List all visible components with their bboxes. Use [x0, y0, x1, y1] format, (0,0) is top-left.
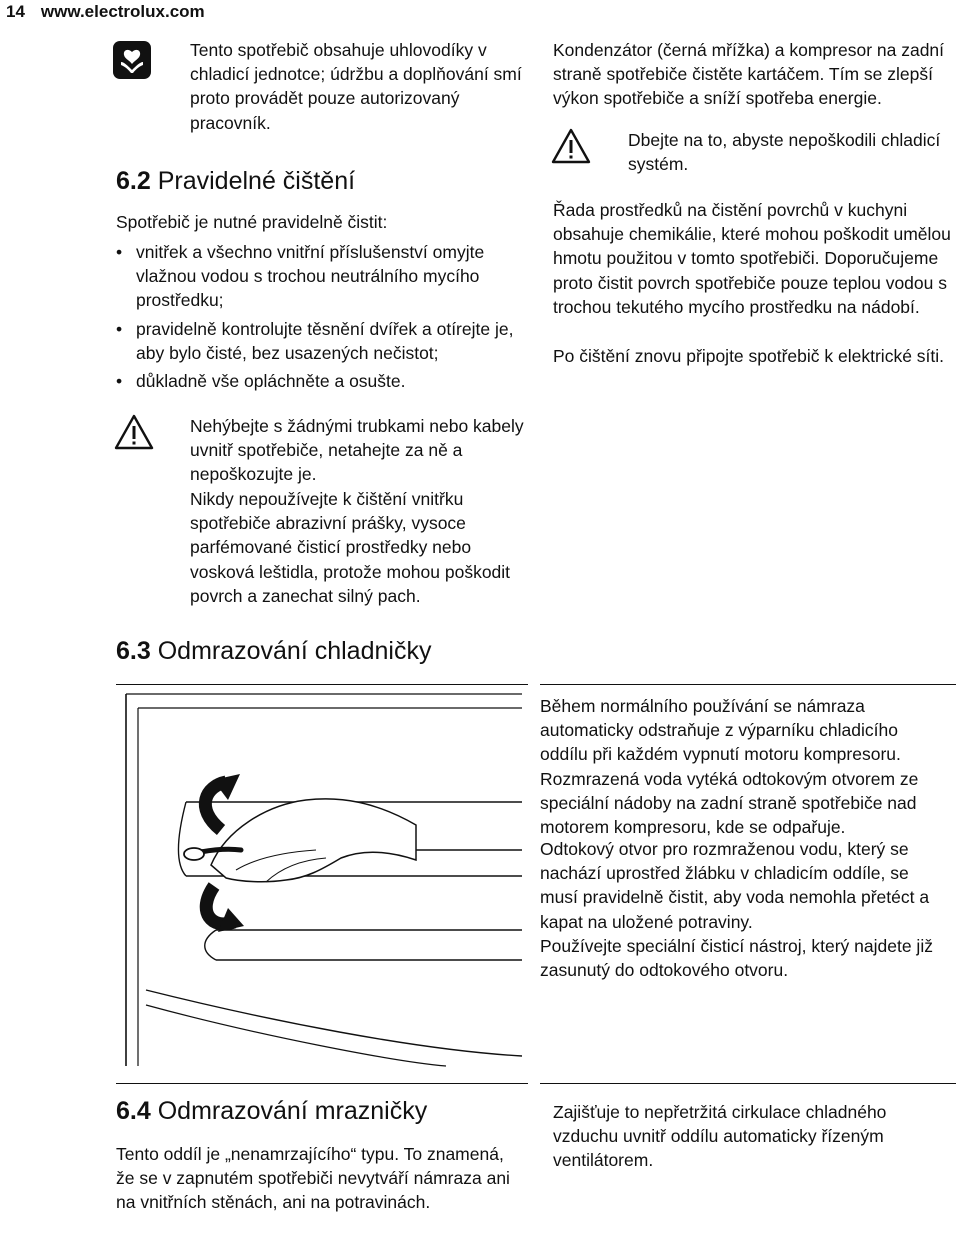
section-number: 6.3	[116, 637, 151, 665]
reconnect-note: Po čištění znovu připojte spotřebič k elektrické síti.	[553, 346, 945, 366]
defrost-auto: Během normálního používání se námraza automaticky odstraňuje z výparníku chladicího oddílu při každém vypnutí motoru kompresoru. Rozmrazená voda vytéká odtokovým otvorem ze speciální nádoby na zadní straně spotřebiče nad motorem kompresoru, kde se odpařuje.	[540, 696, 919, 838]
divider	[116, 1083, 528, 1084]
warning-cooling-system: Dbejte na to, abyste nepoškodili chladicí systém.	[628, 130, 941, 175]
detergent-note: Řada prostředků na čistění povrchů v kuchyni obsahuje chemikálie, které mohou poškodit umělou hmotu použitou v tomto spotřebiči. Doporučujeme proto čistit povrch spotřebiče pouze teplou vodou s trochou tekutého mycího prostředku na nádobí.	[553, 200, 951, 317]
site-url: www.electrolux.com	[40, 2, 205, 21]
section-number: 6.4	[116, 1097, 151, 1125]
section-title: Pravidelné čištění	[157, 167, 356, 195]
divider	[116, 684, 528, 685]
warning-pipes: Nehýbejte s žádnými trubkami nebo kabely uvnitř spotřebiče, netahejte za ně a nepoškozujte je.	[190, 416, 524, 485]
list-item: • vnitřek a všechno vnitřní příslušenství omyjte vlažnou vodou s trochou neutrálního mycího prostředku;	[116, 240, 526, 313]
page-header	[6, 2, 205, 22]
divider	[540, 1083, 956, 1084]
section-title: Odmrazování chladničky	[157, 637, 432, 665]
list-item: • důkladně vše opláchněte a osušte.	[116, 369, 526, 393]
section-number: 6.2	[116, 167, 151, 195]
fan-circulation-note: Zajišťuje to nepřetržitá cirkulace chladného vzduchu uvnitř oddílu automaticky řízeným ventilátorem.	[553, 1102, 887, 1171]
defrost-drain-cleaning-illustration	[116, 690, 528, 1070]
cleaning-intro: Spotřebič je nutné pravidelně čistit:	[116, 212, 388, 232]
drain-cleaning: Odtokový otvor pro rozmraženou vodu, který se nachází uprostřed žlábku v chladicím oddíle, se musí pravidelně čistit, aby voda nemohla přetéct a kapat na uložené potraviny.	[540, 839, 930, 932]
cleaning-list	[116, 240, 526, 397]
recycling-plant-icon	[112, 40, 152, 80]
cleaning-tool-note: Používejte speciální čisticí nástroj, který najdete již zasunutý do odtokového otvoru.	[540, 936, 933, 981]
list-item: • pravidelně kontrolujte těsnění dvířek a otírejte je, aby bylo čisté, bez usazených nečistot;	[116, 317, 526, 365]
section-title: Odmrazování mrazničky	[157, 1097, 428, 1125]
no-frost-description: Tento oddíl je „nenamrzajícího“ typu. To znamená, že se v zapnutém spotřebiči nevytváří námraza ani na vnitřních stěnách, ani na potravinách.	[116, 1144, 510, 1213]
page-number: 14	[6, 2, 25, 21]
warning-triangle-icon	[114, 414, 154, 450]
section-6-4-heading	[116, 1096, 427, 1126]
section-6-2-heading	[116, 166, 355, 196]
environment-note: Tento spotřebič obsahuje uhlovodíky v chladicí jednotce; údržbu a doplňování smí proto provádět pouze autorizovaný pracovník.	[190, 40, 522, 133]
condenser-cleaning: Kondenzátor (černá mřížka) a kompresor na zadní straně spotřebiče čistěte kartáčem. Tím se zlepší výkon spotřebiče a sníží spotřeba energie.	[553, 40, 945, 109]
section-6-3-heading	[116, 636, 431, 666]
warning-abrasives: Nikdy nepoužívejte k čištění vnitřku spotřebiče abrazivní prášky, vysoce parfémované čisticí prostředky nebo vosková leštidla, protože mohou poškodit povrch a zanechat silný pach.	[190, 489, 511, 606]
divider	[540, 684, 956, 685]
warning-triangle-icon	[551, 128, 591, 164]
